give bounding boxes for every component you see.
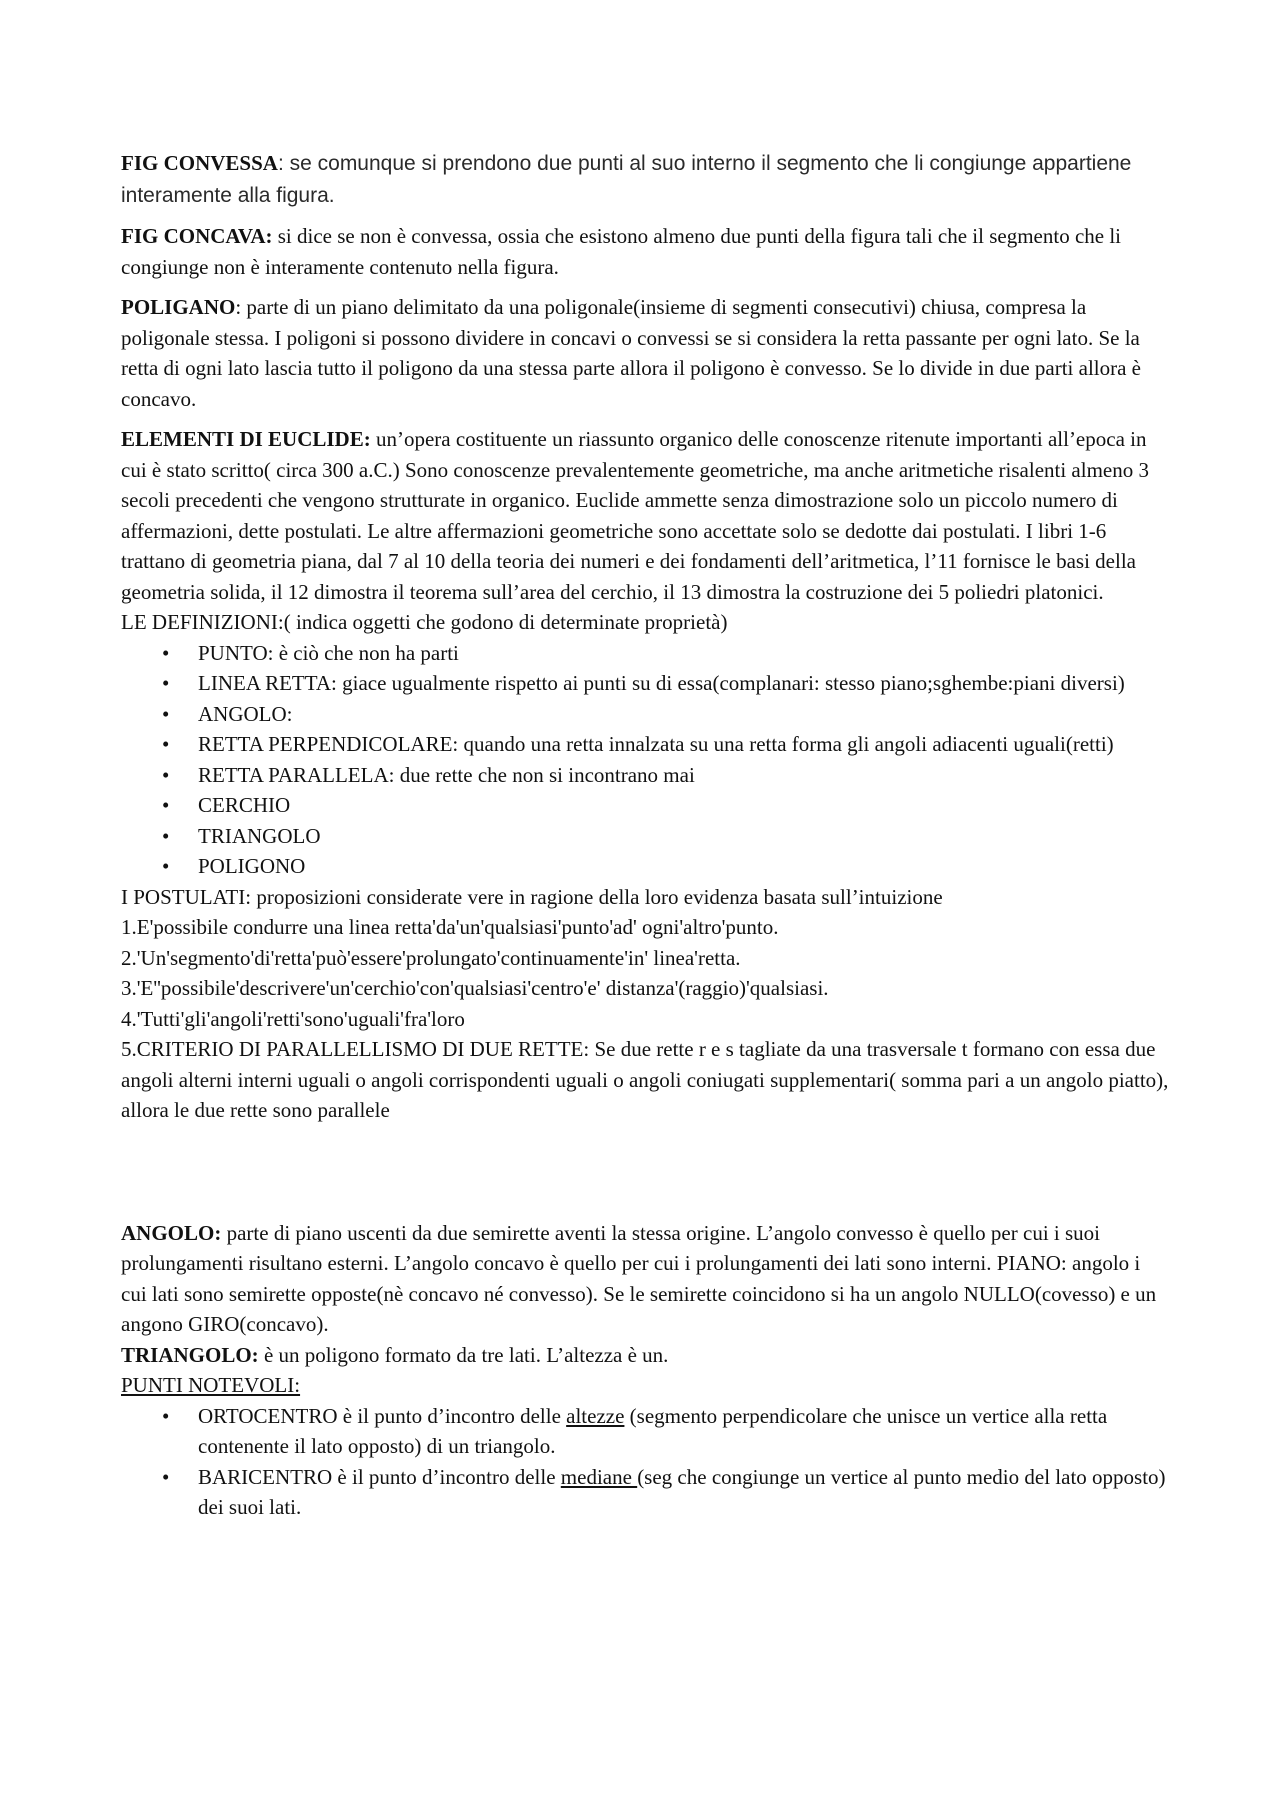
fig-concava-paragraph [121,221,1171,282]
definizioni-list [121,638,1171,882]
euclide-term: ELEMENTI DI EUCLIDE: [121,427,371,451]
triangolo-term: TRIANGOLO: [121,1342,259,1367]
euclide-paragraph [121,424,1171,607]
bullet-icon: • [162,671,170,695]
list-item: • RETTA PARALLELA: due rette che non si incontrano mai [121,760,1171,791]
bullet-icon: • [162,640,170,665]
fig-convessa-text: : se comunque si prendono due punti al suo interno il segmento che li congiunge appartiene interamente alla figura. [121,152,1132,207]
bullet-icon: • [162,762,170,787]
euclide-text: un’opera costituente un riassunto organico delle conoscenze ritenute importanti all’epoca in cui è stato scritto( circa 300 a.C.) Sono conoscenze prevalentemente geometriche, ma anche aritmetiche risalenti almeno 3 secoli precedenti che vengono strutturate in organico. Euclide ammette senza dimostrazione solo un piccolo numero di affermazioni, dette postulati. Le altre affermazioni geometriche sono accettate solo se dedotte dai postulati. I libri 1-6 trattano di geometria piana, dal 7 al 10 della teoria dei numeri e dei fondamenti dell’aritmetica, l’11 fornisce le basi della geometria solida, il 12 dimostra il teorema sull’area del cerchio, il 13 dimostra la costruzione dei 5 poliedri platonici. [121,427,1149,604]
postulati-heading: I POSTULATI: proposizioni considerate vere in ragione della loro evidenza basata sull’intuizione [121,884,943,909]
fig-convessa-paragraph [121,148,1171,211]
triangolo-text: è un poligono formato da tre lati. L’altezza è un. [258,1342,669,1367]
angolo-paragraph [121,1218,1171,1340]
fig-concava-term: FIG CONCAVA: [121,224,273,248]
poligano-term: POLIGANO [121,295,236,319]
fig-convessa-term: FIG CONVESSA [121,151,278,175]
postulato-5: 5.CRITERIO DI PARALLELLISMO DI DUE RETTE: Se due rette r e s tagliate da una trasversale t formano con essa due angoli alterni interni uguali o angoli corrispondenti uguali o angoli coniugati supplementari( somma pari a un angolo piatto), allora le due rette sono parallele [121,1037,1169,1122]
poligano-text: : parte di un piano delimitato da una poligonale(insieme di segmenti consecutivi) chiusa, compresa la poligonale stessa. I poligoni si possono dividere in concavi o convessi se si considera la retta passante per ogni lato. Se la retta di ogni lato lascia tutto il poligono da una stessa parte allora il poligono è convesso. Se lo divide in due parti allora è concavo. [121,295,1141,411]
list-item: • PUNTO: è ciò che non ha parti [121,638,1171,669]
blank-space [121,1126,1171,1218]
list-item: • CERCHIO [121,790,1171,821]
altezze-link[interactable]: altezze [566,1403,625,1428]
list-item: • RETTA PERPENDICOLARE: quando una retta innalzata su una retta forma gli angoli adiacenti uguali(retti) [121,729,1171,760]
punti-notevoli-heading: PUNTI NOTEVOLI: [121,1373,301,1397]
postulato-4: 4.'Tutti'gli'angoli'retti'sono'uguali'fra'loro [121,1006,465,1031]
list-item-ortocentro: • ORTOCENTRO è il punto d’incontro delle altezze (segmento perpendicolare che unisce un vertice alla retta contenente il lato opposto) di un triangolo. [121,1401,1171,1462]
list-item: • ANGOLO: [121,699,1171,730]
list-item: • LINEA RETTA: giace ugualmente rispetto ai punti su di essa(complanari: stesso piano;sghembe:piani diversi) [121,668,1171,699]
definizioni-heading: LE DEFINIZIONI:( indica oggetti che godono di determinate proprietà) [121,610,728,634]
punti-notevoli-list [121,1401,1171,1523]
list-item: • TRIANGOLO [121,821,1171,852]
bullet-icon: • [162,701,170,726]
document-page [121,148,1171,1523]
bullet-icon: • [162,793,170,817]
bullet-icon: • [162,854,170,878]
list-item-baricentro: • BARICENTRO è il punto d’incontro delle mediane (seg che congiunge un vertice al punto medio del lato opposto) dei suoi lati. [121,1462,1171,1523]
postulato-3: 3.'E''possibile'descrivere'un'cerchio'con'qualsiasi'centro'e' distanza'(raggio)'qualsiasi. [121,976,829,1000]
bullet-icon: • [162,1464,170,1489]
mediane-link[interactable]: mediane [560,1464,638,1489]
postulato-2: 2.'Un'segmento'di'retta'può'essere'prolungato'continuamente'in' linea'retta. [121,945,741,970]
bullet-icon: • [162,1403,170,1428]
bullet-icon: • [162,823,170,848]
triangolo-paragraph [121,1340,1171,1371]
poligano-paragraph [121,292,1171,414]
angolo-text: parte di piano uscenti da due semirette aventi la stessa origine. L’angolo convesso è quello per cui i suoi prolungamenti risultano esterni. L’angolo concavo è quello per cui i prolungamenti dei lati sono interni. PIANO: angolo i cui lati sono semirette opposte(nè concavo né convesso). Se le semirette coincidono si ha un angolo NULLO(covesso) e un angono GIRO(concavo). [121,1220,1157,1336]
bullet-icon: • [162,732,170,756]
angolo-term: ANGOLO: [121,1220,222,1245]
fig-concava-text: si dice se non è convessa, ossia che esistono almeno due punti della figura tali che il segmento che li congiunge non è interamente contenuto nella figura. [121,224,1122,279]
postulato-1: 1.E'possibile condurre una linea retta'da'un'qualsiasi'punto'ad' ogni'altro'punto. [121,915,779,939]
list-item: • POLIGONO [121,851,1171,882]
